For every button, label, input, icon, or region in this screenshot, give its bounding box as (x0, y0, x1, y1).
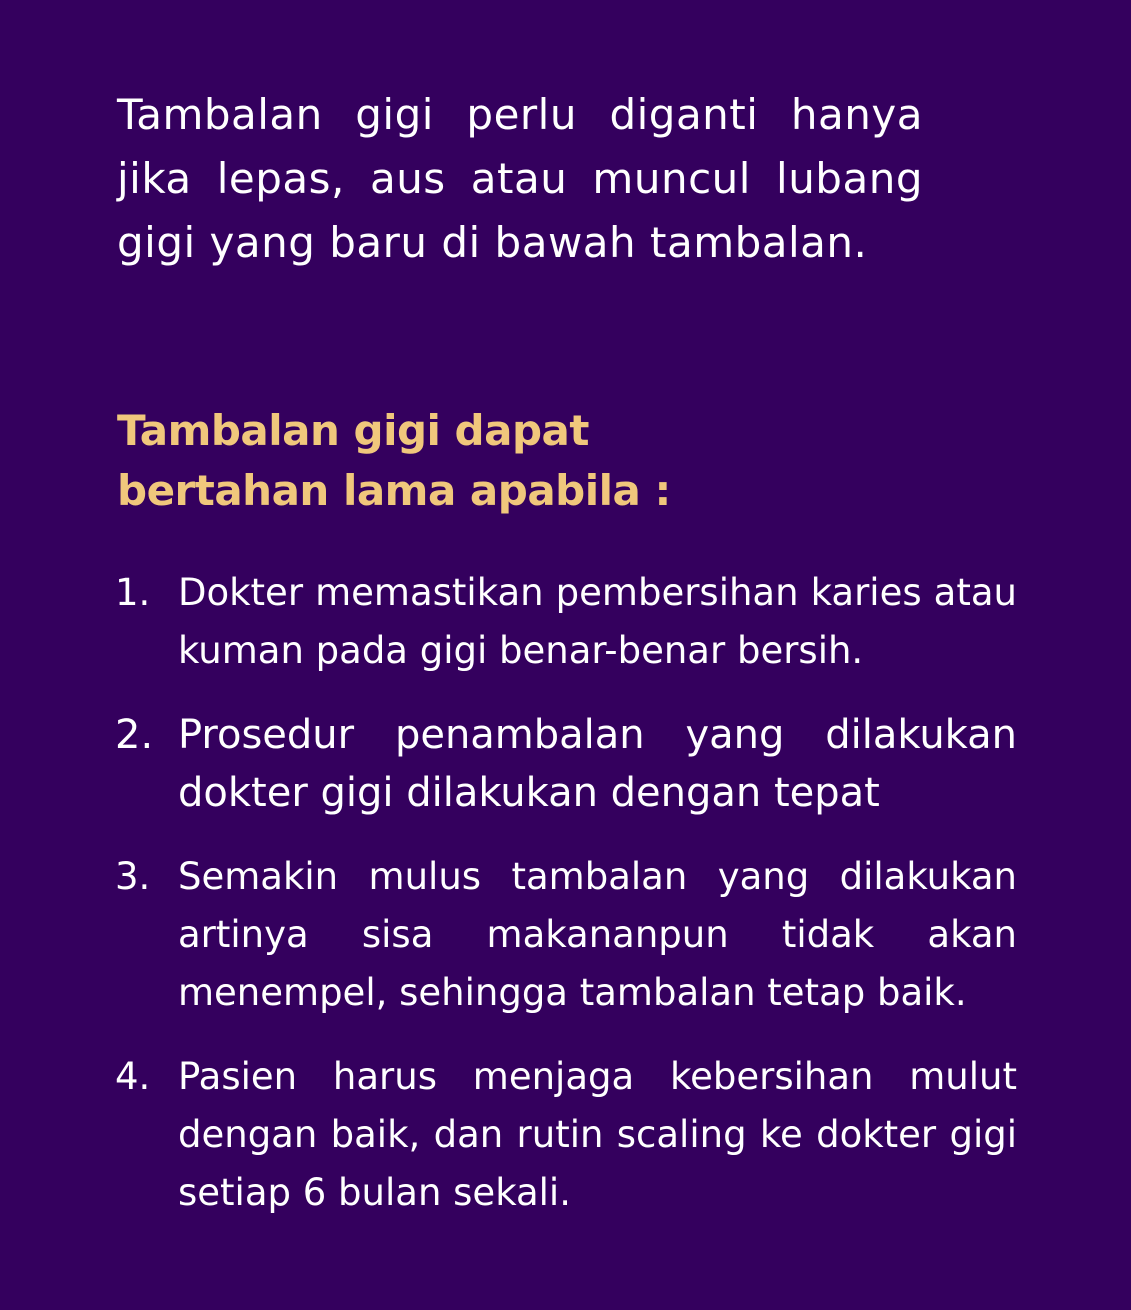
list-item (115, 848, 1017, 1022)
list-item-number: 3. (115, 855, 151, 898)
tips-list (115, 564, 1017, 1248)
list-item-text: Prosedur penambalan yang dilakukan dokter gigi dilakukan dengan tepat (178, 712, 1017, 816)
section-heading (117, 401, 817, 521)
list-item-text: Pasien harus menjaga kebersihan mulut dengan baik, dan rutin scaling ke dokter gigi setiap 6 bulan sekali. (178, 1055, 1017, 1214)
list-item-number: 2. (115, 712, 154, 758)
list-item (115, 564, 1017, 680)
heading-line-2: bertahan lama apabila : (117, 466, 671, 515)
list-item (115, 706, 1017, 822)
heading-line-1: Tambalan gigi dapat (117, 406, 589, 455)
list-item-text: Dokter memastikan pembersihan karies atau kuman pada gigi benar-benar bersih. (178, 571, 1017, 672)
list-item (115, 1048, 1017, 1222)
list-item-text: Semakin mulus tambalan yang dilakukan artinya sisa makananpun tidak akan menempel, sehingga tambalan tetap baik. (178, 855, 1017, 1014)
intro-paragraph: Tambalan gigi perlu diganti hanya jika lepas, aus atau muncul lubang gigi yang baru di bawah tambalan. (117, 90, 923, 267)
list-item-number: 4. (115, 1055, 151, 1098)
list-item-number: 1. (115, 571, 151, 614)
